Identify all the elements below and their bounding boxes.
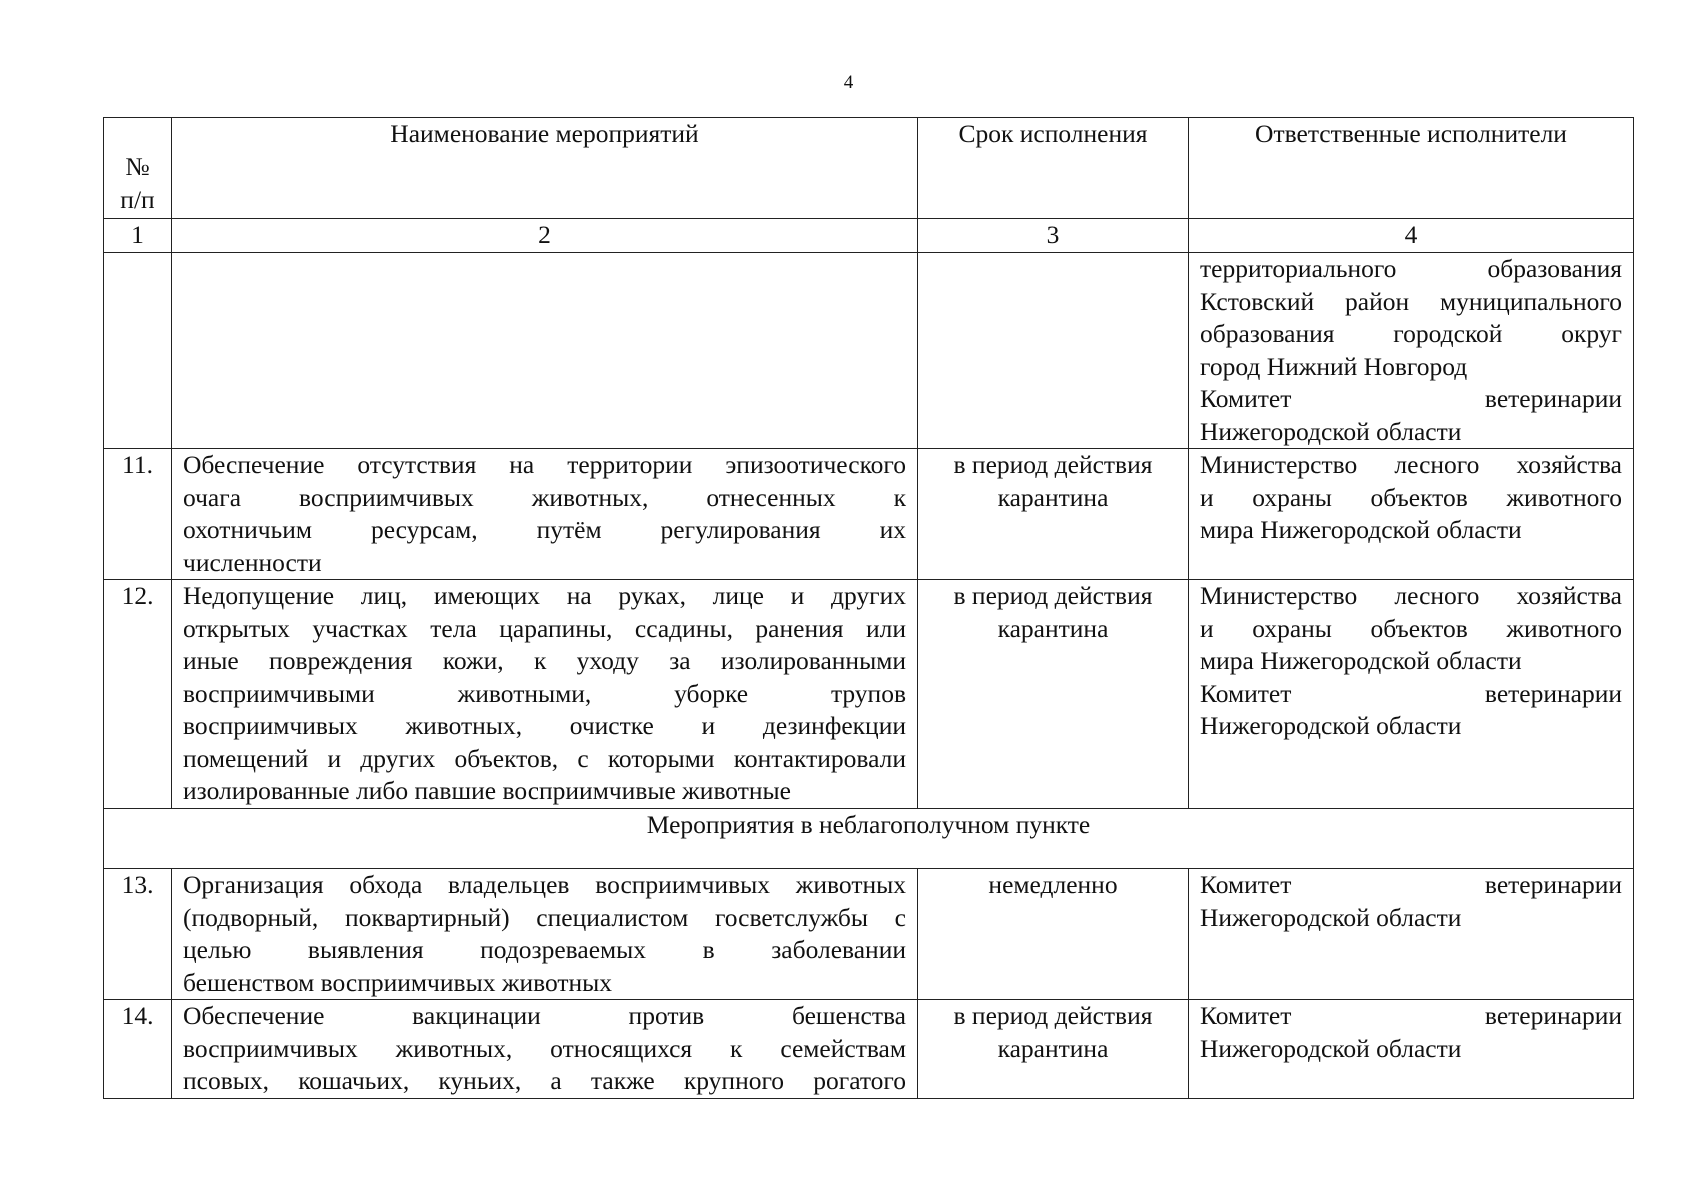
activity-line: охотничьим ресурсам, путём регулирования их [183,515,906,544]
row-term: в период действия карантина [918,1000,1189,1099]
section-title: Мероприятия в неблагополучном пункте [104,809,1634,869]
page-number: 4 [843,72,854,93]
header-name: Наименование мероприятий [172,118,918,219]
resp-line: территориального образования [1200,254,1622,283]
column-index: 2 [172,219,918,253]
row-num: 13. [104,869,172,1000]
activity-line: Недопущение лиц, имеющих на руках, лице и других [183,581,906,610]
header-num: № п/п [104,118,172,219]
row-activity-cell [172,580,918,809]
row-resp-cell [1189,449,1634,580]
activity-line: открытых участках тела царапины, ссадины, ранения или [183,613,906,643]
row-activity-cell [172,449,918,580]
measures-table [103,117,1634,1099]
activity-line: изолированные либо павшие восприимчивые животные [183,776,791,805]
row-num-cell [104,253,172,449]
row-resp-cell [1189,1000,1634,1099]
resp-line: мира Нижегородской области [1200,646,1522,675]
resp-line: Нижегородской области [1200,902,1462,932]
resp-line: Комитет ветеринарии [1200,678,1622,708]
row-term: в период действия карантина [918,580,1189,809]
activity-line: псовых, кошачьих, куньих, а также крупного рогатого [183,1066,906,1095]
row-resp-cell [1189,580,1634,809]
row-activity-cell [172,1000,918,1099]
resp-line: мира Нижегородской области [1200,515,1522,544]
table-row [104,580,1634,809]
table-row [104,869,1634,1000]
column-index: 3 [918,219,1189,253]
resp-line: Нижегородской области [1200,416,1462,446]
activity-line: (подворный, поквартирный) специалистом госветслужбы с [183,902,906,932]
resp-line: и охраны объектов животного [1200,613,1622,643]
resp-line: и охраны объектов животного [1200,482,1622,512]
activity-line: восприимчивых животных, очистке и дезинфекции [183,711,906,740]
table-row [104,1000,1634,1099]
table-header-row [104,118,1634,219]
activity-line: Обеспечение отсутствия на территории эпизоотического [183,450,906,479]
table-row-continued [104,253,1634,449]
table-row [104,449,1634,580]
row-term-cell [918,253,1189,449]
resp-line: образования городской округ [1200,319,1622,348]
activity-line: помещений и других объектов, с которыми контактировали [183,743,906,773]
section-row [104,809,1634,869]
activity-line: бешенством восприимчивых животных [183,967,613,997]
row-resp-cell [1189,253,1634,449]
resp-line: Министерство лесного хозяйства [1200,581,1622,610]
resp-line: Министерство лесного хозяйства [1200,450,1622,479]
row-term: немедленно [918,869,1189,1000]
resp-line: город Нижний Новгород [1200,351,1468,381]
header-term: Срок исполнения [918,118,1189,219]
column-index: 4 [1189,219,1634,253]
activity-line: целью выявления подозреваемых в заболевании [183,935,906,964]
resp-line: Нижегородской области [1200,711,1462,740]
activity-line: иные повреждения кожи, к уходу за изолированными [183,646,906,675]
activity-line: очага восприимчивых животных, отнесенных к [183,482,906,512]
activity-line: Обеспечение вакцинации против бешенства [183,1001,906,1030]
resp-line: Кстовский район муниципального [1200,286,1622,316]
row-resp-cell [1189,869,1634,1000]
row-activity-cell [172,253,918,449]
row-num: 14. [104,1000,172,1099]
column-index: 1 [104,219,172,253]
activity-line: восприимчивыми животными, уборке трупов [183,678,906,708]
row-num: 11. [104,449,172,580]
row-term: в период действия карантина [918,449,1189,580]
resp-line: Комитет ветеринарии [1200,870,1622,899]
row-activity-cell [172,869,918,1000]
header-resp: Ответственные исполнители [1189,118,1634,219]
row-num: 12. [104,580,172,809]
column-index-row [104,219,1634,253]
activity-line: Организация обхода владельцев восприимчивых животных [183,870,906,899]
resp-line: Нижегородской области [1200,1033,1462,1063]
activity-line: численности [183,547,322,577]
resp-line: Комитет ветеринарии [1200,1001,1622,1030]
resp-line: Комитет ветеринарии [1200,384,1622,413]
activity-line: восприимчивых животных, относящихся к семействам [183,1033,906,1063]
